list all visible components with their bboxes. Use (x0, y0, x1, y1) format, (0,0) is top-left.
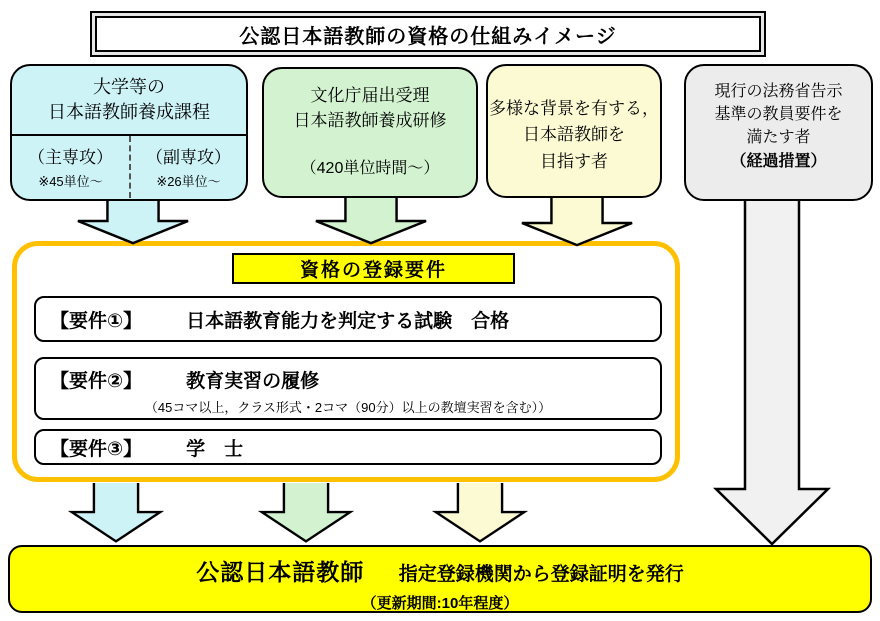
heading-line: 満たす者 (746, 129, 811, 147)
university-box-split (12, 136, 246, 198)
requirement-2-label: 【要件②】 (50, 371, 143, 392)
long-down-arrow-moj-icon (712, 199, 832, 547)
university-box-heading (12, 66, 246, 136)
title-inner-frame (95, 16, 761, 52)
heading-line: 文化庁届出受理 (310, 86, 430, 105)
source-box-diverse (486, 64, 662, 198)
title-box (90, 11, 766, 57)
source-box-moj-notice (684, 64, 873, 201)
down-arrow-university-2-icon (68, 483, 164, 545)
requirement-2-detail: （45コマ以上，クラス形式・2コマ（90分）以上の教壇実習を含む）） (144, 400, 552, 415)
heading-line: 日本語教師養成課程 (48, 102, 210, 123)
requirement-3-text: 学 士 (186, 438, 244, 460)
heading-line: 目指す者 (540, 151, 608, 171)
down-arrow-training-icon (312, 196, 430, 246)
requirement-3-box (34, 429, 662, 465)
down-arrow-training-2-icon (258, 483, 354, 545)
minor-track-credits: ※26単位～ (156, 174, 221, 189)
registration-header-label: 資格の登録要件 (299, 260, 447, 281)
source-box-university (10, 64, 248, 201)
requirement-2-box (34, 357, 662, 420)
training-hours-note: （420単位時間～） (300, 160, 440, 178)
minor-track-label: （副専攻） (146, 148, 231, 167)
minor-track-column (129, 136, 246, 198)
registration-header (232, 253, 515, 284)
heading-line: 大学等の (93, 77, 165, 97)
requirement-2-text: 教育実習の履修 (186, 371, 320, 392)
major-track-column (12, 136, 129, 198)
major-track-label: （主専攻） (28, 148, 113, 167)
result-box (8, 545, 872, 613)
heading-line: 日本語教師養成研修 (293, 110, 447, 130)
down-arrow-university-icon (74, 198, 192, 246)
result-title: 公認日本語教師 (196, 559, 365, 585)
requirement-3-label: 【要件③】 (50, 438, 143, 460)
major-track-credits: ※45単位～ (38, 174, 103, 189)
heading-line: 基準の教員要件を (714, 106, 843, 124)
requirement-1-box (34, 296, 662, 342)
result-renewal-note: （更新期間:10年程度） (361, 595, 519, 612)
down-arrow-diverse-icon (518, 196, 636, 248)
result-subtitle: 指定登録機関から登録証明を発行 (398, 564, 684, 585)
result-title-line (10, 554, 870, 587)
heading-line: 多様な背景を有する， (489, 99, 659, 118)
transition-measure-note: （経過措置） (730, 152, 827, 170)
page-title: 公認日本語教師の資格の仕組みイメージ (239, 25, 617, 48)
requirement-1-text: 日本語教育能力を判定する試験 合格 (186, 310, 510, 332)
down-arrow-diverse-2-icon (432, 483, 528, 545)
heading-line: 現行の法務省告示 (714, 83, 843, 100)
source-box-training (262, 67, 478, 198)
heading-line: 日本語教師を (523, 125, 625, 145)
requirement-1-label: 【要件①】 (50, 310, 143, 332)
